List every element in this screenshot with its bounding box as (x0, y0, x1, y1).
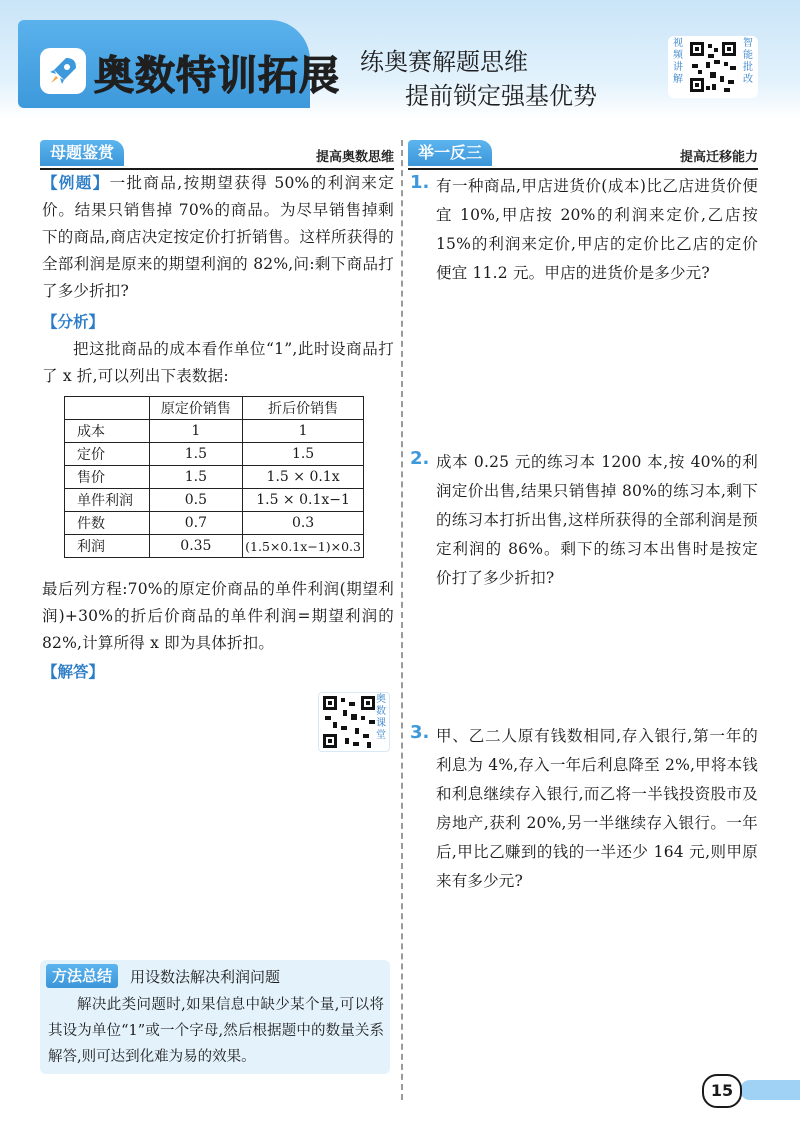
table-cell: 0.3 (243, 512, 364, 535)
conclusion-text: 最后列方程:70%的原定价商品的单件利润(期望利润)+30%的折后价商品的单件利润=期望利润的 82%,计算所得 x 即为具体折扣。 (42, 580, 394, 652)
table-cell: 售价 (65, 466, 150, 489)
table-cell: 0.35 (149, 535, 243, 558)
problem-number: 3. (410, 722, 430, 743)
example-text: 一批商品,按期望获得 50%的利润来定价。结果只销售掉 70%的商品。为尽早销售掉剩下的商品,商店决定按定价打折销售。这样所获得的全部利润是原来的期望利润的 82%,问:剩下商品打了多少折扣? (42, 174, 394, 300)
method-summary-title: 用设数法解决利润问题 (130, 968, 281, 986)
table-row (65, 512, 364, 535)
page-number-bar (740, 1080, 800, 1100)
right-section-tag: 举一反三 (408, 140, 492, 166)
rocket-icon (40, 48, 86, 94)
left-section-head (40, 140, 394, 170)
table-row (65, 489, 364, 512)
answer-label: 【解答】 (42, 663, 105, 681)
table-cell: 0.5 (149, 489, 243, 512)
left-section-subtitle: 提高奥数思维 (315, 150, 394, 165)
table-cell: 1 (243, 420, 364, 443)
table-header-row (65, 397, 364, 420)
table-cell: 0.7 (149, 512, 243, 535)
right-section-subtitle: 提高迁移能力 (679, 150, 758, 165)
problem-text: 甲、乙二人原有钱数相同,存入银行,第一年的利息为 4%,存入一年后利息降至 2%,甲将本钱和利息继续存入银行,而乙将一半钱投资股市及房地产,获利 20%,另一半继续存入银行。一年后,甲比乙赚到的钱的一半还少 164 元,则甲原来有多少元? (436, 727, 758, 890)
table-row (65, 535, 364, 558)
table-cell: 1 (149, 420, 243, 443)
method-summary-body: 解决此类问题时,如果信息中缺少某个量,可以将其设为单位“1”或一个字母,然后根据题中的数量关系解答,则可达到化难为易的效果。 (48, 997, 384, 1065)
table-header-cell (65, 397, 150, 420)
table-row (65, 420, 364, 443)
table-cell: 1.5 (149, 466, 243, 489)
qr-label-grading: 智能批改 (743, 38, 753, 85)
problem-text: 成本 0.25 元的练习本 1200 本,按 40%的利润定价出售,结果只销售掉 80%的练习本,剩下的练习本打折出售,这样所获得的全部利润是预定利润的 86%。剩下的练习本出售时是按定价打了多少折扣? (436, 453, 758, 587)
data-table (64, 396, 364, 558)
problem-number: 1. (410, 172, 430, 193)
problem-text: 有一种商品,甲店进货价(成本)比乙店进货价便宜 10%,甲店按 20%的利润来定价,乙店按 15%的利润来定价,甲店的定价比乙店的定价便宜 11.2 元。甲店的进货价是多少元? (436, 177, 758, 282)
slogan-line1: 练奥赛解题思维 (360, 48, 528, 76)
table-cell: 1.5 × 0.1x (243, 466, 364, 489)
table-cell: 单件利润 (65, 489, 150, 512)
table-cell: 1.5 (243, 443, 364, 466)
analysis-text: 把这批商品的成本看作单位“1”,此时设商品打了 x 折,可以列出下表数据: (42, 340, 394, 385)
table-cell: (1.5×0.1x−1)×0.3 (243, 535, 364, 558)
slogan-line2: 提前锁定强基优势 (405, 82, 597, 110)
analysis-label: 【分析】 (42, 313, 105, 331)
example-paragraph (42, 170, 394, 305)
table-cell: 利润 (65, 535, 150, 558)
qr-label-video: 视频讲解 (673, 38, 683, 85)
table-cell: 定价 (65, 443, 150, 466)
table-cell: 1.5 × 0.1x−1 (243, 489, 364, 512)
left-section-tag: 母题鉴赏 (40, 140, 124, 166)
table-row (65, 443, 364, 466)
qr-lesson-label: 奥数课堂 (376, 694, 386, 741)
column-divider (401, 140, 403, 1100)
table-cell: 成本 (65, 420, 150, 443)
method-summary-tag: 方法总结 (46, 964, 118, 988)
table-row (65, 466, 364, 489)
table-cell: 1.5 (149, 443, 243, 466)
table-header-cell: 折后价销售 (243, 397, 364, 420)
page-title: 奥数特训拓展 (94, 53, 340, 99)
right-section-head (408, 140, 758, 170)
example-label: 【例题】 (42, 174, 110, 192)
table-cell: 件数 (65, 512, 150, 535)
page-number: 15 (702, 1074, 742, 1108)
table-header-cell: 原定价销售 (149, 397, 243, 420)
problem-number: 2. (410, 448, 430, 469)
